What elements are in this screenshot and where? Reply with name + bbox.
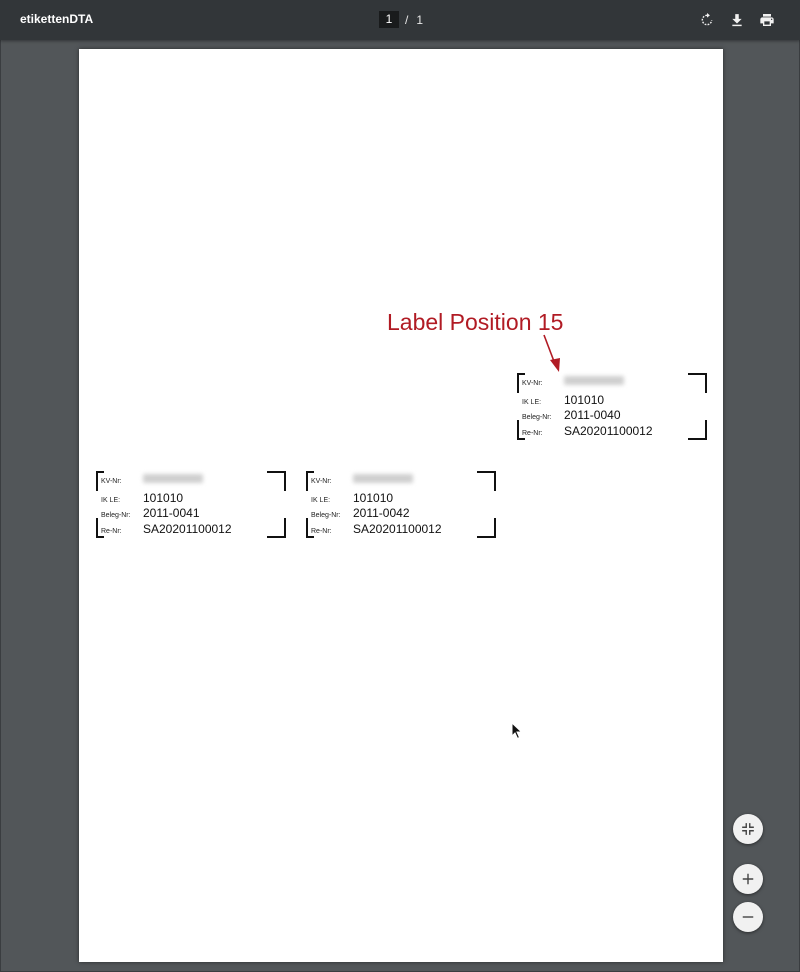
re-row <box>101 522 232 536</box>
ik-key: IK LE: <box>311 497 331 504</box>
zoom-out-button[interactable] <box>733 902 763 932</box>
rotate-button[interactable] <box>697 10 717 30</box>
beleg-value: 2011-0040 <box>564 408 621 422</box>
re-row <box>311 522 442 536</box>
kv-key: KV-Nr: <box>522 380 543 387</box>
page-separator: / <box>405 12 409 27</box>
label-card <box>306 471 496 538</box>
ik-row <box>101 491 183 505</box>
re-row <box>522 424 653 438</box>
re-key: Re-Nr: <box>311 528 332 535</box>
pdf-toolbar <box>0 0 800 40</box>
beleg-row <box>522 408 621 422</box>
kv-value-redacted <box>143 474 203 483</box>
print-icon <box>759 12 775 28</box>
ik-value: 101010 <box>143 491 184 505</box>
ik-value: 101010 <box>353 491 394 505</box>
re-value: SA20201100012 <box>143 522 232 536</box>
fit-to-page-button[interactable] <box>733 814 763 844</box>
ik-value: 101010 <box>564 393 605 407</box>
beleg-key: Beleg-Nr: <box>522 414 552 421</box>
zoom-out-icon <box>741 910 755 924</box>
kv-key: KV-Nr: <box>101 478 122 485</box>
kv-value-redacted <box>353 474 413 483</box>
beleg-key: Beleg-Nr: <box>311 512 341 519</box>
total-pages: 1 <box>416 12 424 27</box>
ik-row <box>311 491 393 505</box>
beleg-value: 2011-0041 <box>143 506 200 520</box>
annotation-arrow <box>540 334 564 374</box>
ik-key: IK LE: <box>522 399 542 406</box>
zoom-in-icon <box>741 872 755 886</box>
rotate-icon <box>700 13 714 27</box>
label-card <box>517 373 707 440</box>
beleg-row <box>101 506 200 520</box>
beleg-row <box>311 506 410 520</box>
download-icon <box>730 13 744 27</box>
kv-key: KV-Nr: <box>311 478 332 485</box>
kv-row <box>522 380 624 387</box>
label-position-annotation: Label Position 15 <box>387 309 564 335</box>
ik-key: IK LE: <box>101 497 121 504</box>
beleg-value: 2011-0042 <box>353 506 410 520</box>
kv-value-redacted <box>564 376 624 385</box>
mouse-cursor-icon <box>511 722 523 740</box>
page-selector <box>379 11 423 28</box>
document-title: etikettenDTA <box>20 12 94 26</box>
beleg-key: Beleg-Nr: <box>101 512 131 519</box>
print-button[interactable] <box>757 10 777 30</box>
page-number-input[interactable]: 1 <box>379 11 399 28</box>
ik-row <box>522 393 604 407</box>
kv-row <box>311 478 413 485</box>
download-button[interactable] <box>727 10 747 30</box>
kv-row <box>101 478 203 485</box>
re-key: Re-Nr: <box>101 528 122 535</box>
label-card <box>96 471 286 538</box>
zoom-in-button[interactable] <box>733 864 763 894</box>
re-key: Re-Nr: <box>522 430 543 437</box>
re-value: SA20201100012 <box>564 424 653 438</box>
fit-to-page-icon <box>741 822 755 836</box>
re-value: SA20201100012 <box>353 522 442 536</box>
